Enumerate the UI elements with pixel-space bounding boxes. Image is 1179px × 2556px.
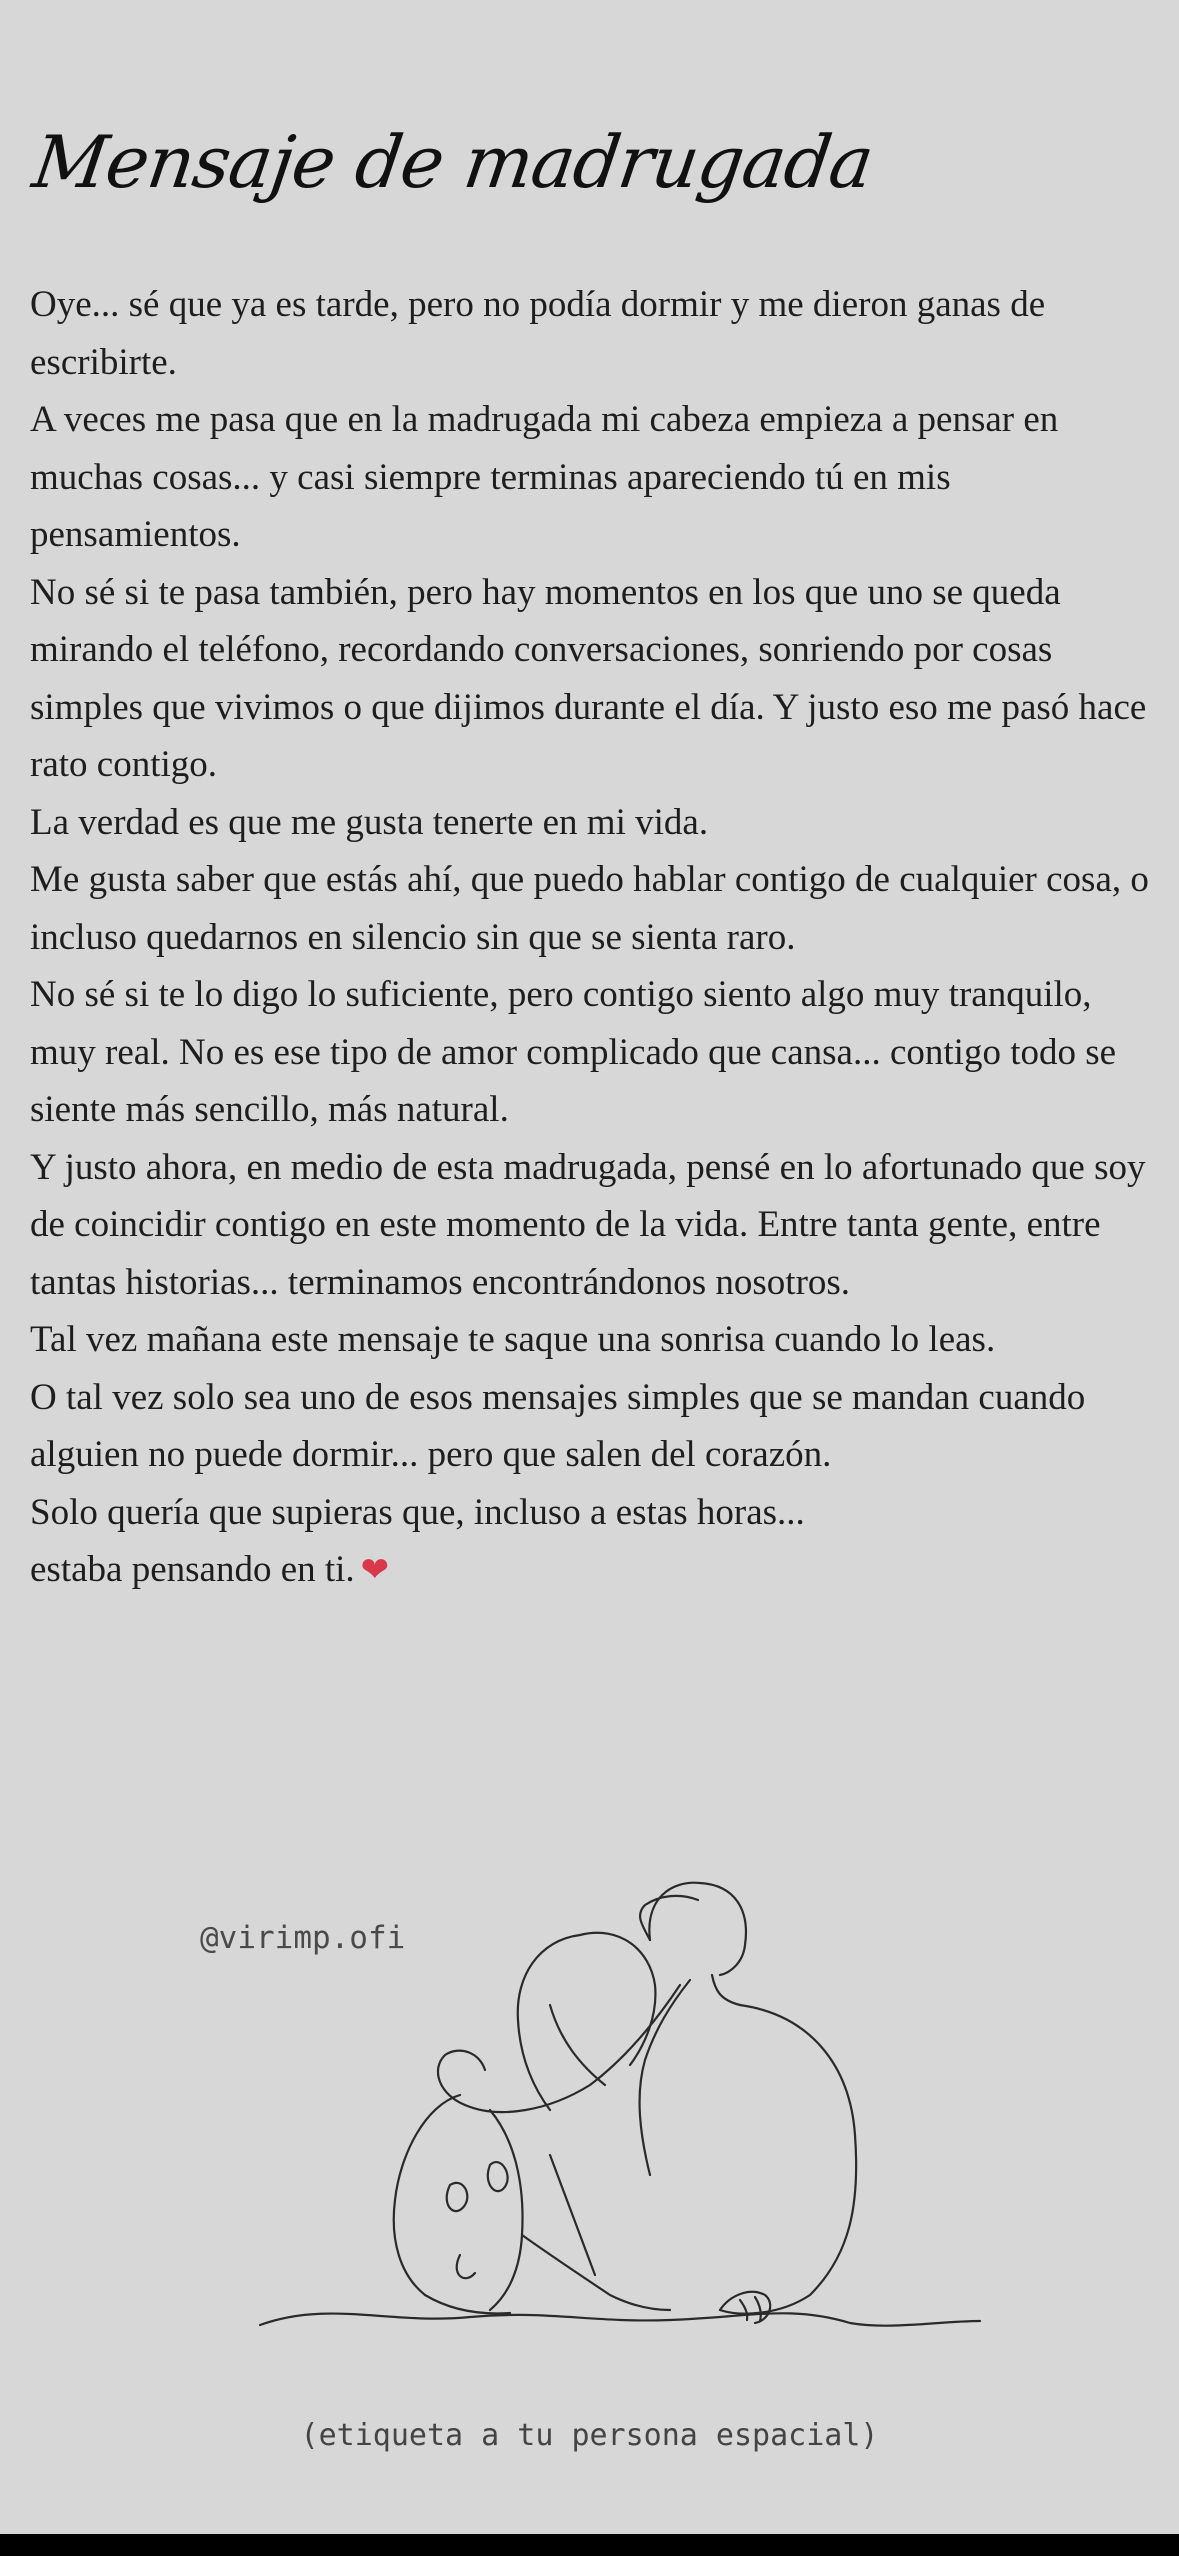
paragraph: Solo quería que supieras que, incluso a estas horas... — [30, 1491, 805, 1533]
bottom-bar — [0, 2534, 1179, 2556]
last-line — [30, 1541, 1160, 1600]
paragraph: O tal vez solo sea uno de esos mensajes simples que se mandan cuando alguien no puede dormir... pero que salen del corazón. — [30, 1376, 1086, 1475]
paragraph: Tal vez mañana este mensaje te saque una sonrisa cuando lo leas. — [30, 1319, 996, 1360]
paragraph: No sé si te pasa también, pero hay momentos en los que uno se queda mirando el teléfono, recordando conversaciones, sonriendo por cosas simples que vivimos o que dijimos durante el día. Y justo eso me pasó hace rato contigo. — [30, 571, 1147, 785]
paragraph: La verdad es que me gusta tenerte en mi vida. — [30, 801, 709, 843]
heart-icon: ❤ — [360, 1550, 390, 1590]
paragraph: Me gusta saber que estás ahí, que puedo hablar contigo de cualquier cosa, o incluso quedarnos en silencio sin que se sienta raro. — [30, 859, 1149, 958]
message-body — [30, 276, 1160, 1600]
author-handle: @virimp.ofi — [200, 1920, 406, 1956]
paragraph: No sé si te lo digo lo suficiente, pero contigo siento algo muy tranquilo, muy real. No es ese tipo de amor complicado que cansa... contigo todo se siente más sencillo, más natural. — [30, 974, 1117, 1130]
paragraph: Y justo ahora, en medio de esta madrugada, pensé en lo afortunado que soy de coincidir contigo en este momento de la vida. Entre tanta gente, entre tantas historias... terminamos encontrándonos nosotros. — [30, 1146, 1146, 1303]
couple-line-art-illustration — [250, 1855, 990, 2365]
paragraph: A veces me pasa que en la madrugada mi cabeza empieza a pensar en muchas cosas... y casi siempre terminas apareciendo tú en mis pensamientos. — [30, 399, 1059, 555]
footer-caption: (etiqueta a tu persona espacial) — [300, 2418, 879, 2453]
page-title: Mensaje de madrugada — [28, 120, 878, 204]
last-line-text: estaba pensando en ti. — [30, 1549, 355, 1590]
paragraph: Oye... sé que ya es tarde, pero no podía dormir y me dieron ganas de escribirte. — [30, 284, 1046, 383]
